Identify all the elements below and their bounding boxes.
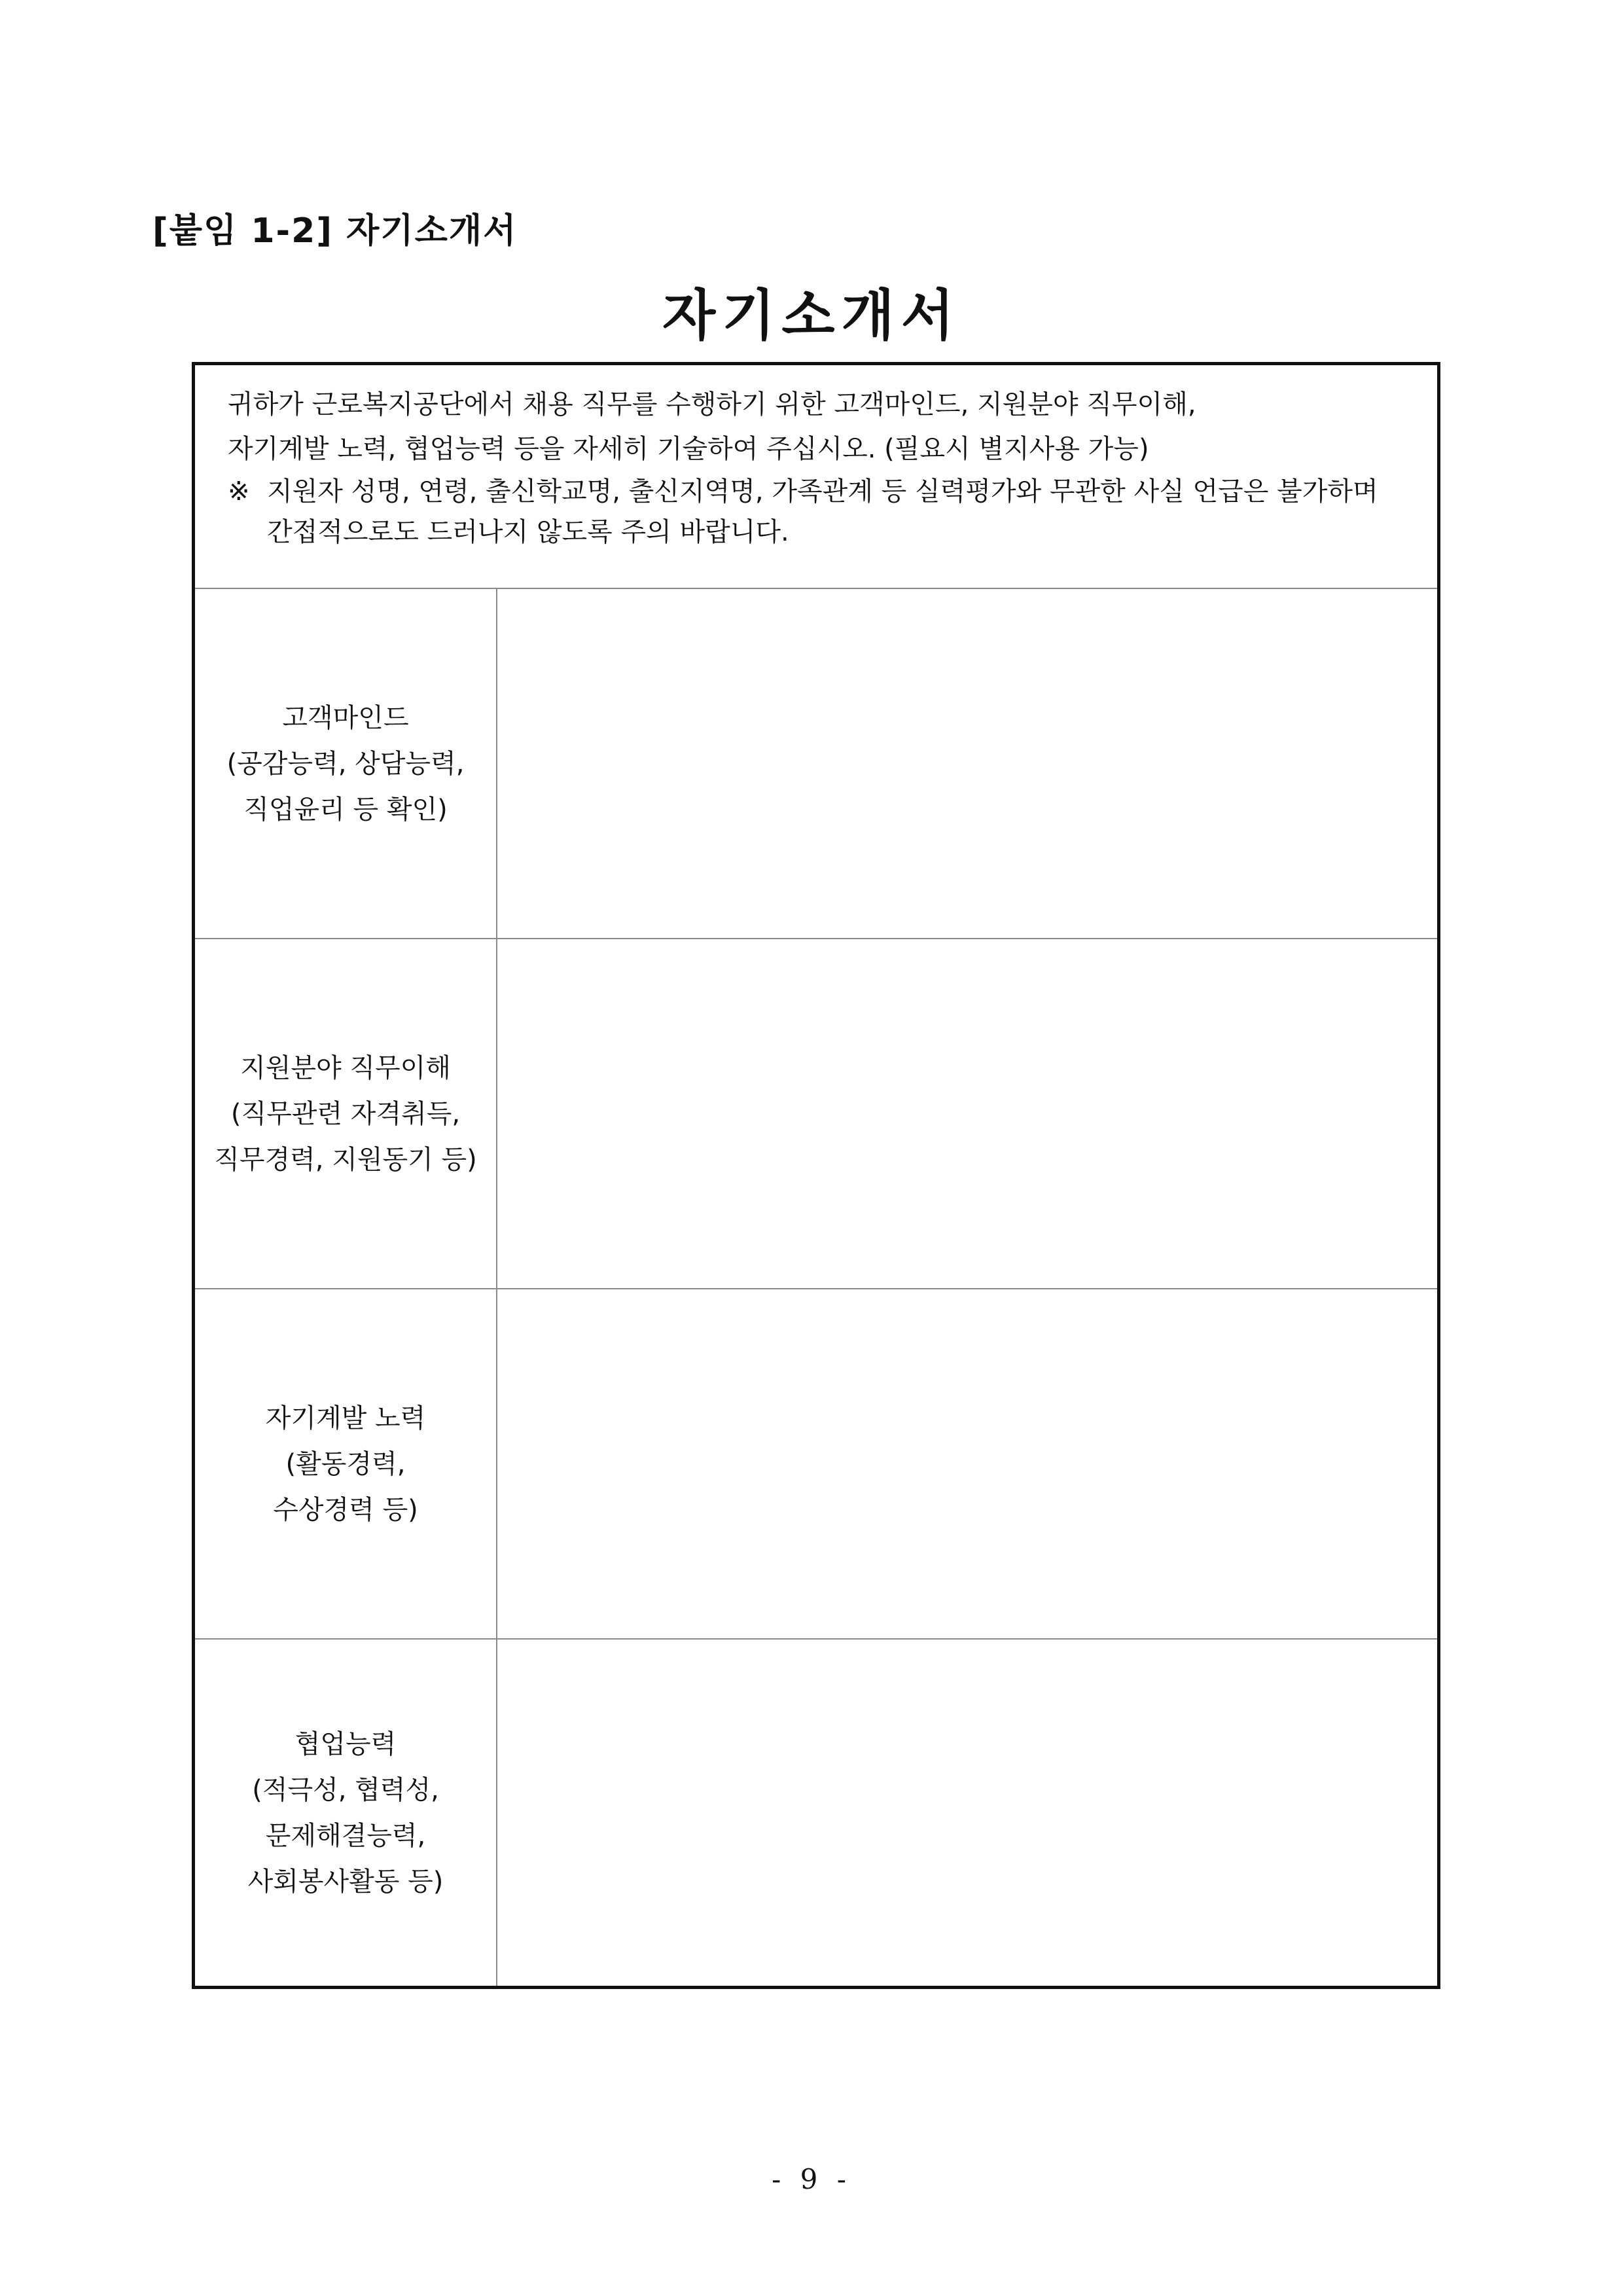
section-label-collaboration (195, 1640, 497, 1986)
section-label-customer-mind (195, 589, 497, 938)
section-label-line: (직무관련 자격취득, (230, 1098, 461, 1129)
instruction-line-2: 자기계발 노력, 협업능력 등을 자세히 기술하여 주십시오. (필요시 별지사용 가능) (228, 434, 1149, 464)
instruction-line-1: 귀하가 근로복지공단에서 채용 직무를 수행하기 위한 고객마인드, 지원분야 직무이해, (228, 389, 1196, 420)
section-label-job-understanding (195, 939, 497, 1288)
section-label-line: (공감능력, 상담능력, (226, 748, 465, 779)
instructions-box (195, 365, 1437, 589)
section-label-line: 자기계발 노력 (265, 1403, 426, 1433)
answer-field-customer-mind[interactable] (497, 589, 1437, 938)
section-label-line: (적극성, 협력성, (252, 1774, 439, 1805)
section-row-collaboration (195, 1640, 1437, 1986)
self-introduction-form (192, 362, 1440, 1989)
section-row-job-understanding (195, 939, 1437, 1289)
section-label-line: 지원분야 직무이해 (240, 1052, 451, 1083)
page-number: - 9 - (772, 2163, 851, 2195)
section-label-line: 직업윤리 등 확인) (243, 794, 448, 825)
section-label-self-development (195, 1289, 497, 1638)
section-label-line: 문제해결능력, (265, 1820, 426, 1851)
section-label-line: (활동경력, (285, 1448, 406, 1479)
section-row-self-development (195, 1289, 1437, 1640)
document-title: 자기소개서 (662, 283, 961, 348)
attachment-label: [붙임 1-2] 자기소개서 (152, 211, 518, 251)
section-label-line: 직무경력, 지원동기 등) (214, 1144, 477, 1175)
instruction-note-text: 지원자 성명, 연령, 출신학교명, 출신지역명, 가족관계 등 실력평가와 무관한 사실 언급은 불가하며 간접적으로도 드러나지 않도록 주의 바랍니다. (267, 476, 1378, 547)
section-label-line: 협업능력 (294, 1729, 397, 1759)
section-row-customer-mind (195, 589, 1437, 939)
answer-field-self-development[interactable] (497, 1289, 1437, 1638)
section-label-line: 고객마인드 (282, 702, 409, 733)
section-label-line: 사회봉사활동 등) (247, 1866, 444, 1897)
section-label-line: 수상경력 등) (273, 1494, 418, 1525)
reference-mark-icon: ※ (228, 476, 250, 507)
instruction-note (228, 471, 1437, 552)
answer-field-collaboration[interactable] (497, 1640, 1437, 1986)
answer-field-job-understanding[interactable] (497, 939, 1437, 1288)
